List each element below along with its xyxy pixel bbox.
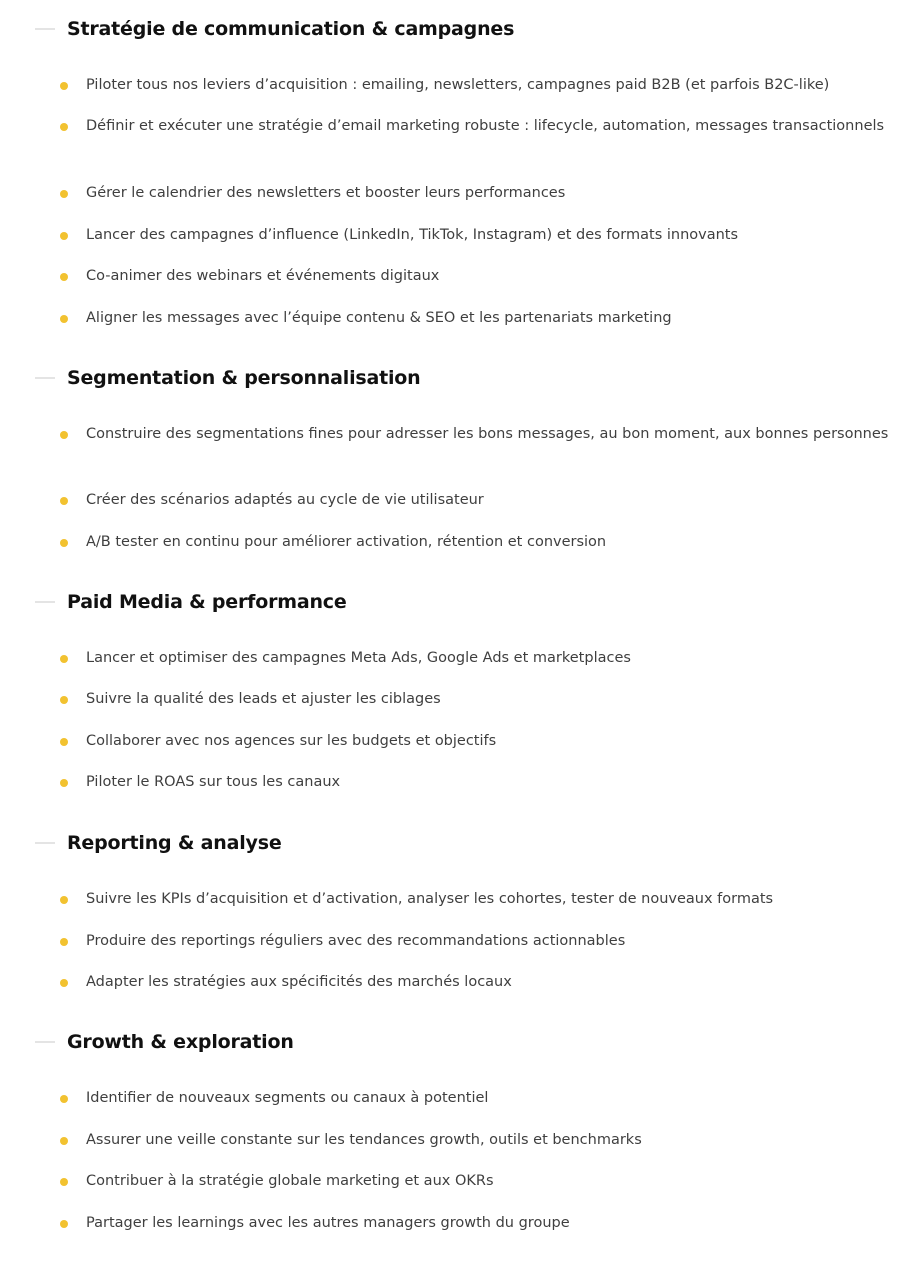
section-header	[0, 364, 920, 392]
section-title: Segmentation & personnalisation	[67, 367, 421, 389]
section-dash	[35, 842, 55, 844]
section-growth	[0, 1028, 920, 1231]
section-communication	[0, 15, 920, 326]
list-item-text: Piloter le ROAS sur tous les canaux	[86, 774, 341, 790]
bullet-dot-icon	[60, 655, 68, 663]
bullet-dot-icon	[60, 896, 68, 904]
bullet-dot-icon	[60, 1220, 68, 1228]
section-dash	[35, 1041, 55, 1043]
list-item-text: Lancer et optimiser des campagnes Meta Ads, Google Ads et marketplaces	[86, 650, 631, 666]
bullet-dot-icon	[60, 497, 68, 505]
bullet-dot-icon	[60, 273, 68, 281]
bullet-dot-icon	[60, 82, 68, 90]
section-header	[0, 829, 920, 857]
list-item-text: Suivre les KPIs d’acquisition et d’activation, analyser les cohortes, tester de nouveaux formats	[86, 891, 774, 907]
bullet-dot-icon	[60, 738, 68, 746]
list-item-text: Contribuer à la stratégie globale marketing et aux OKRs	[86, 1173, 494, 1189]
list-item-text: Assurer une veille constante sur les tendances growth, outils et benchmarks	[86, 1132, 642, 1148]
list-item-text: Construire des segmentations fines pour adresser les bons messages, au bon moment, aux bonnes personnes	[86, 426, 889, 442]
section-header	[0, 1028, 920, 1056]
section-title: Stratégie de communication & campagnes	[67, 18, 515, 40]
bullet-dot-icon	[60, 315, 68, 323]
section-dash	[35, 601, 55, 603]
section-header	[0, 15, 920, 43]
list-item-text: Produire des reportings réguliers avec des recommandations actionnables	[86, 933, 626, 949]
section-dash	[35, 377, 55, 379]
section-title: Paid Media & performance	[67, 591, 347, 613]
list-item-text: Aligner les messages avec l’équipe contenu & SEO et les partenariats marketing	[86, 310, 672, 326]
bullet-dot-icon	[60, 431, 68, 439]
bullet-dot-icon	[60, 979, 68, 987]
list-item-text: Suivre la qualité des leads et ajuster les ciblages	[86, 691, 441, 707]
list-item-text: Définir et exécuter une stratégie d’email marketing robuste : lifecycle, automation, messages transactionnels	[86, 118, 885, 134]
bullet-dot-icon	[60, 539, 68, 547]
section-paid-media	[0, 588, 920, 790]
section-title: Growth & exploration	[67, 1031, 294, 1053]
section-segmentation	[0, 364, 920, 550]
bullet-dot-icon	[60, 779, 68, 787]
bullet-dot-icon	[60, 696, 68, 704]
list-item-text: A/B tester en continu pour améliorer activation, rétention et conversion	[86, 534, 607, 550]
bullet-dot-icon	[60, 1178, 68, 1186]
list-item-text: Piloter tous nos leviers d’acquisition : emailing, newsletters, campagnes paid B2B (et parfois B2C-like)	[86, 77, 830, 93]
bullet-dot-icon	[60, 1095, 68, 1103]
list-item-text: Partager les learnings avec les autres managers growth du groupe	[86, 1215, 570, 1231]
section-title: Reporting & analyse	[67, 832, 282, 854]
list-item-text: Identifier de nouveaux segments ou canaux à potentiel	[86, 1090, 489, 1106]
bullet-dot-icon	[60, 232, 68, 240]
list-item-text: Lancer des campagnes d’influence (LinkedIn, TikTok, Instagram) et des formats innovants	[86, 227, 739, 243]
list-item-text: Adapter les stratégies aux spécificités des marchés locaux	[86, 974, 512, 990]
list-item-text: Collaborer avec nos agences sur les budgets et objectifs	[86, 733, 497, 749]
section-reporting	[0, 829, 920, 990]
bullet-dot-icon	[60, 123, 68, 131]
bullet-dot-icon	[60, 190, 68, 198]
list-item-text: Co-animer des webinars et événements digitaux	[86, 268, 440, 284]
section-header	[0, 588, 920, 616]
bullet-dot-icon	[60, 938, 68, 946]
list-item-text: Gérer le calendrier des newsletters et booster leurs performances	[86, 185, 566, 201]
bullet-dot-icon	[60, 1137, 68, 1145]
list-item-text: Créer des scénarios adaptés au cycle de vie utilisateur	[86, 492, 484, 508]
section-dash	[35, 28, 55, 30]
